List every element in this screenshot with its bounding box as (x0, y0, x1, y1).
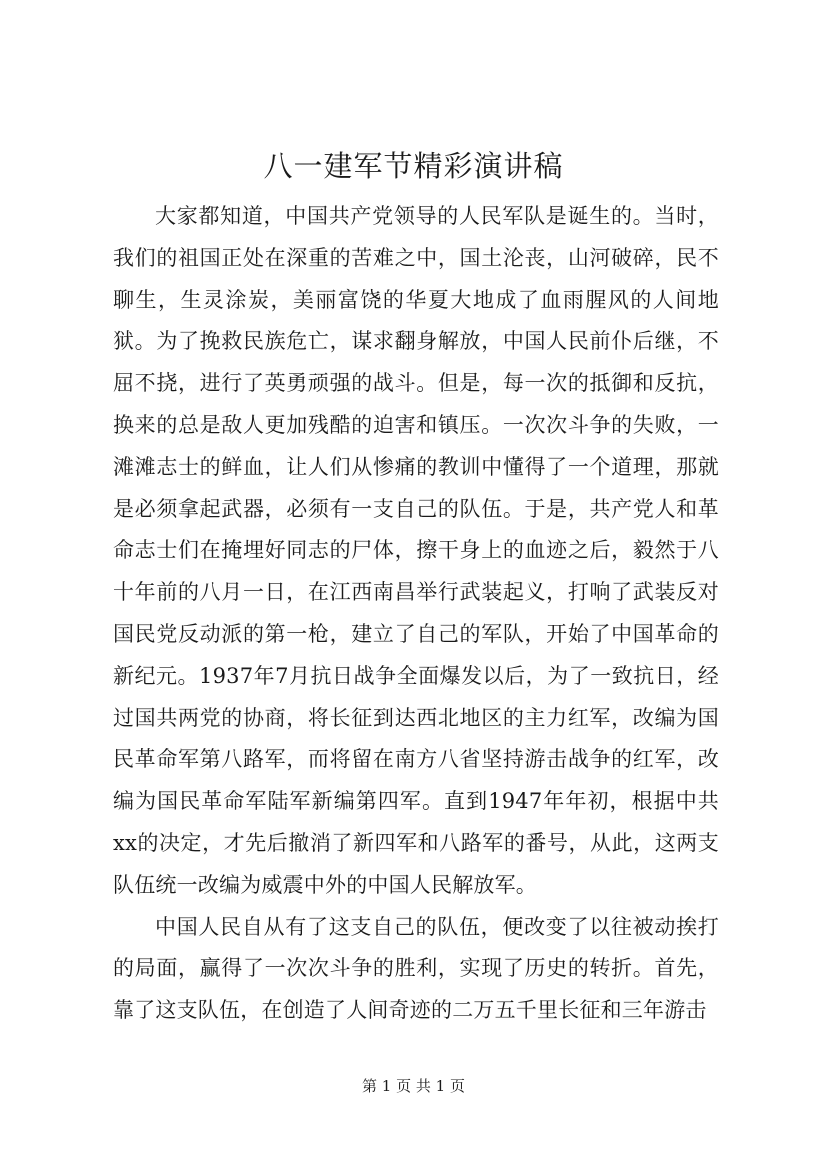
document-title: 八一建军节精彩演讲稿 (263, 149, 564, 183)
document-body (113, 196, 719, 1032)
page-footer: 第 1 页 共 1 页 (362, 1077, 465, 1095)
body-paragraph-1: 大家都知道，中国共产党领导的人民军队是诞生的。当时，我们的祖国正处在深重的苦难之中，国土沦丧，山河破碎，民不聊生，生灵涂炭，美丽富饶的华夏大地成了血雨腥风的人间地狱。为了挽救民族危亡，谋求翻身解放，中国人民前仆后继，不屈不挠，进行了英勇顽强的战斗。但是，每一次的抵御和反抗，换来的总是敌人更加残酷的迫害和镇压。一次次斗争的失败，一滩滩志士的鲜血，让人们从惨痛的教训中懂得了一个道理，那就是必须拿起武器，必须有一支自己的队伍。于是，共产党人和革命志士们在掩埋好同志的尸体，擦干身上的血迹之后，毅然于八十年前的八月一日，在江西南昌举行武装起义，打响了武装反对国民党反动派的第一枪，建立了自己的军队，开始了中国革命的新纪元。1937年7月抗日战争全面爆发以后，为了一致抗日，经过国共两党的协商，将长征到达西北地区的主力红军，改编为国民革命军第八路军，而将留在南方八省坚持游击战争的红军，改编为国民革命军陆军新编第四军。直到1947年年初，根据中共xx的决定，才先后撤消了新四军和八路军的番号，从此，这两支队伍统一改编为威震中外的中国人民解放军。 (113, 204, 719, 897)
body-paragraph-2: 中国人民自从有了这支自己的队伍，便改变了以往被动挨打的局面，赢得了一次次斗争的胜利，实现了历史的转折。首先，靠了这支队伍，在创造了人间奇迹的二万五千里长征和三年游击 (113, 914, 719, 1023)
